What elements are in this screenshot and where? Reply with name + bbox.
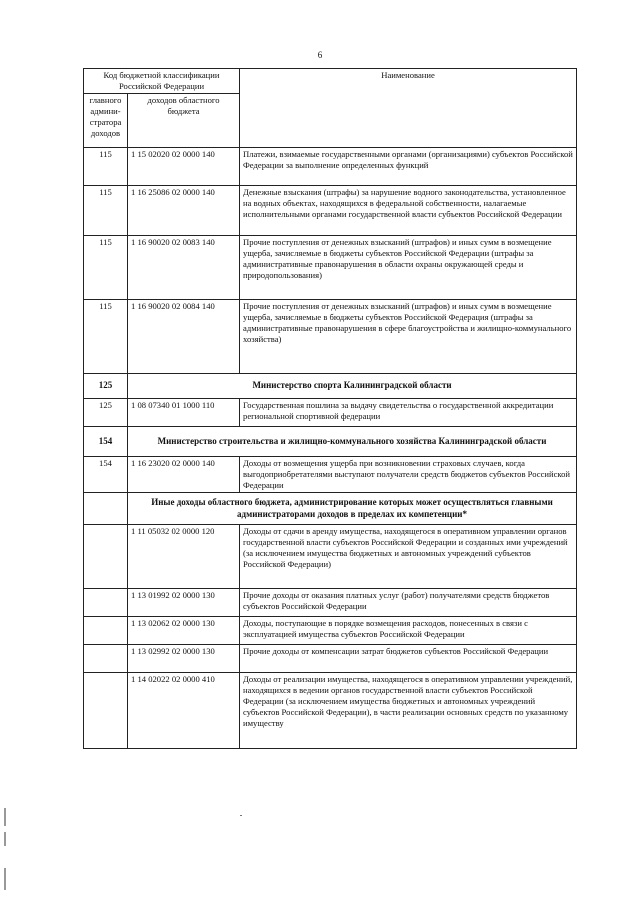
income-name-cell: Доходы, поступающие в порядке возмещения расходов, понесенных в связи с эксплуатацией имущества субъектов Российской Федерации <box>240 617 577 645</box>
income-name-cell: Прочие поступления от денежных взысканий (штрафов) и иных сумм в возмещение ущерба, зачисляемые в бюджеты субъектов Российской Федерации (штрафы за административные правонарушения в области охраны окружающей среды и природопользования) <box>240 236 577 300</box>
income-name-cell: Денежные взыскания (штрафы) за нарушение водного законодательства, установленное на водных объектах, находящихся в федеральной собственности, налагаемые исполнительными органами государственной власти субъектов Российской Федерации <box>240 186 577 236</box>
table-row <box>84 236 577 300</box>
table-row <box>84 374 577 399</box>
income-name-cell: Прочие поступления от денежных взысканий (штрафов) и иных сумм в возмещение ущерба, зачисляемые в бюджеты субъектов Российской Федерация (штрафы за административные правонарушения в сфере благоустройства и жилищно-коммунального хозяйства) <box>240 300 577 374</box>
ministry-admin-code: 125 <box>84 374 128 399</box>
admin-code-cell: 115 <box>84 236 128 300</box>
income-code-cell: 1 16 90020 02 0083 140 <box>128 236 240 300</box>
income-name-cell: Платежи, взимаемые государственными органами (организациями) субъектов Российской Федерации за выполнение определенных функций <box>240 148 577 186</box>
admin-code-cell <box>84 645 128 673</box>
income-code-cell: 1 13 01992 02 0000 130 <box>128 589 240 617</box>
header-code-group: Код бюджетной классификации Российской Федерации <box>84 69 240 94</box>
admin-code-cell: 154 <box>84 457 128 493</box>
table-row <box>84 589 577 617</box>
page-number: 6 <box>317 50 323 60</box>
table-row <box>84 493 577 525</box>
income-code-cell: 1 16 23020 02 0000 140 <box>128 457 240 493</box>
ministry-admin-code: 154 <box>84 427 128 457</box>
income-code-cell: 1 08 07340 01 1000 110 <box>128 399 240 427</box>
admin-code-cell: 115 <box>84 148 128 186</box>
admin-code-cell <box>84 589 128 617</box>
admin-code-cell: 115 <box>84 186 128 236</box>
table-row <box>84 645 577 673</box>
scan-edge-mark <box>4 868 6 890</box>
ministry-name: Министерство строительства и жилищно-коммунального хозяйства Калининградской области <box>128 427 577 457</box>
income-code-cell: 1 15 02020 02 0000 140 <box>128 148 240 186</box>
admin-code-cell <box>84 617 128 645</box>
budget-classification-table <box>83 68 577 749</box>
scan-edge-mark <box>4 832 6 846</box>
income-name-cell: Доходы от возмещения ущерба при возникновении страховых случаев, когда выгодоприобретателями выступают получатели средств бюджетов субъектов Российской Федерации <box>240 457 577 493</box>
income-name-cell: Доходы от сдачи в аренду имущества, находящегося в оперативном управлении органов государственной власти субъектов Российской Федерации и созданных ими учреждений (за исключением имущества бюджетных и автономных учреждений субъектов Российской Федерации) <box>240 525 577 589</box>
header-admin: главного админи-стратора доходов <box>84 94 128 148</box>
income-name-cell: Государственная пошлина за выдачу свидетельства о государственной аккредитации региональной спортивной федерации <box>240 399 577 427</box>
table-row <box>84 148 577 186</box>
header-income-code: доходов областного бюджета <box>128 94 240 148</box>
admin-code-cell: 125 <box>84 399 128 427</box>
table-row <box>84 617 577 645</box>
income-code-cell: 1 16 90020 02 0084 140 <box>128 300 240 374</box>
table-body <box>84 148 577 749</box>
scan-edge-mark <box>4 808 6 826</box>
income-name-cell: Прочие доходы от оказания платных услуг (работ) получателями средств бюджетов субъектов Российской Федерации <box>240 589 577 617</box>
ministry-name: Министерство спорта Калининградской области <box>128 374 577 399</box>
table-row <box>84 525 577 589</box>
scan-dot <box>240 815 242 816</box>
admin-code-cell <box>84 525 128 589</box>
section-empty-cell <box>84 493 128 525</box>
header-name: Наименование <box>240 69 577 148</box>
income-code-cell: 1 13 02992 02 0000 130 <box>128 645 240 673</box>
table-row <box>84 427 577 457</box>
table-row <box>84 186 577 236</box>
income-name-cell: Прочие доходы от компенсации затрат бюджетов субъектов Российской Федерации <box>240 645 577 673</box>
admin-code-cell <box>84 673 128 749</box>
income-code-cell: 1 16 25086 02 0000 140 <box>128 186 240 236</box>
income-code-cell: 1 14 02022 02 0000 410 <box>128 673 240 749</box>
admin-code-cell: 115 <box>84 300 128 374</box>
table-row <box>84 300 577 374</box>
table-row <box>84 457 577 493</box>
table-row <box>84 399 577 427</box>
section-heading: Иные доходы областного бюджета, администрирование которых может осуществляться главными администраторами доходов в пределах их компетенции* <box>128 493 577 525</box>
table-row <box>84 673 577 749</box>
income-name-cell: Доходы от реализации имущества, находящегося в оперативном управлении учреждений, находящихся в ведении органов государственной власти субъектов Российской Федерации (за исключением имущества бюджетных и автономных учреждений субъектов Российской Федерации), в части реализации основных средств по указанному имуществу <box>240 673 577 749</box>
income-code-cell: 1 11 05032 02 0000 120 <box>128 525 240 589</box>
income-code-cell: 1 13 02062 02 0000 130 <box>128 617 240 645</box>
